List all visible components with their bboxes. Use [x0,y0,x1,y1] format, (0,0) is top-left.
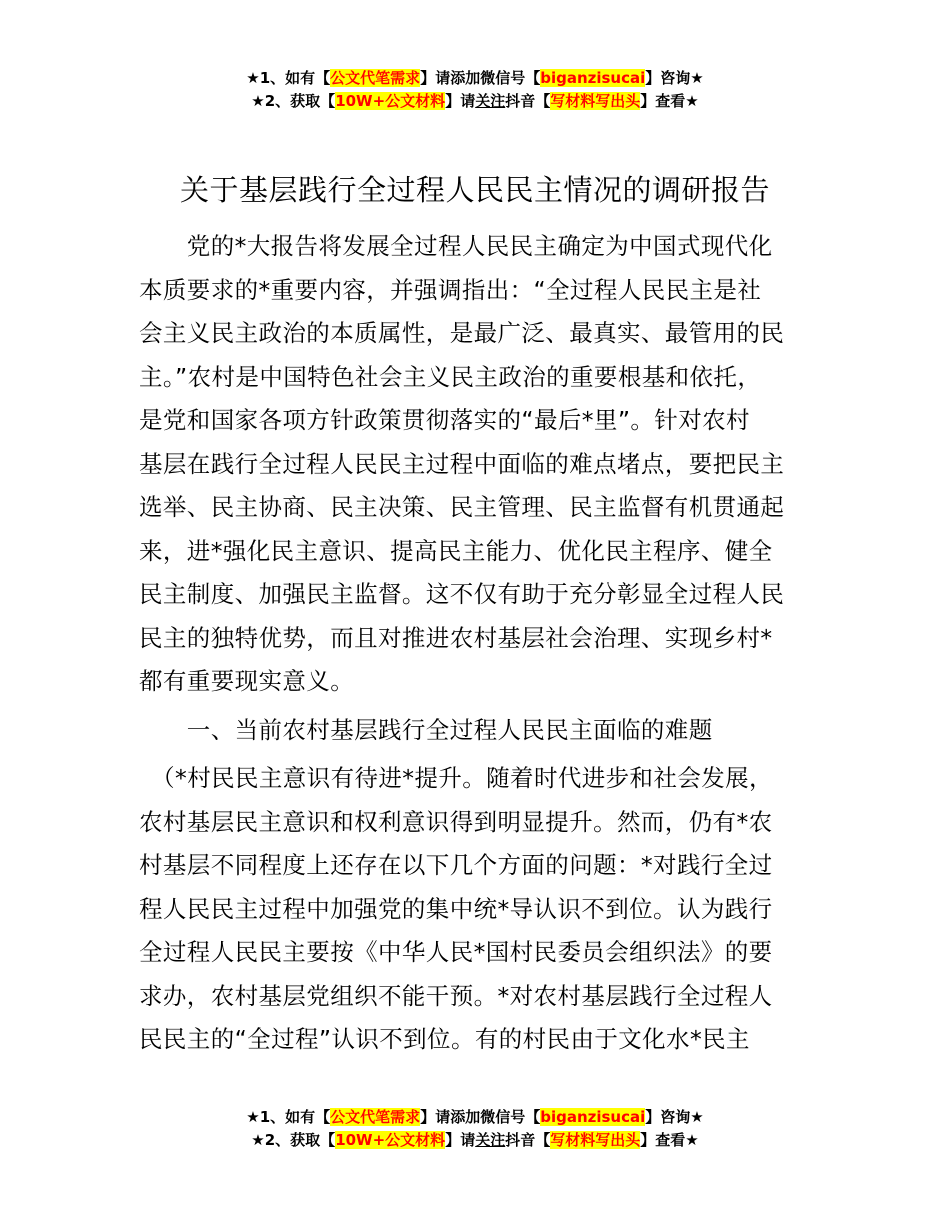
promo-banner-bottom [0,1106,950,1152]
promo-highlight-douyin: 写材料写出头 [550,92,641,110]
text-line: 都有重要现实意义。 [139,667,355,695]
promo-underlined-text: 关注 [475,92,506,110]
promo-text: 】请 [445,92,476,110]
promo-line-2 [0,90,950,113]
promo-text: 】请添加微信号【 [420,69,541,87]
promo-text: 】请 [445,1131,476,1149]
promo-text: ★2、获取【 [251,1131,336,1149]
promo-text: 】咨询★ [645,1108,704,1126]
promo-highlight: 公文代笔需求 [330,1108,421,1126]
section-heading [139,709,839,753]
text-line: （*村民民主意识有待进*提升。随着时代进步和社会发展， [139,764,773,792]
promo-text: 抖音【 [505,1131,551,1149]
promo-highlight: 10W+公文材料 [335,1131,446,1149]
promo-highlight: 公文代笔需求 [330,69,421,87]
promo-text: ★1、如有【 [246,1108,331,1126]
text-line: 基层在践行全过程人民民主过程中面临的难点堵点，要把民主 [139,449,785,478]
promo-line-1 [0,67,950,90]
text-line: 程人民民主过程中加强党的集中统*导认识不到位。认为践行 [139,894,773,923]
promo-highlight: 10W+公文材料 [335,92,446,110]
text-line: 全过程人民民主要按《中华人民*国村民委员会组织法》的要 [139,938,773,966]
text-line: 民主制度、加强民主监督。这不仅有助于充分彰显全过程人民 [139,580,785,608]
text-line: 民主的独特优势，而且对推进农村基层社会治理、实现乡村* [139,623,773,652]
promo-text: 抖音【 [505,92,551,110]
text-line: 村基层不同程度上还存在以下几个方面的问题：*对践行全过 [139,851,773,879]
document-body [139,225,839,1062]
paragraph [139,757,839,1062]
text-line: 求办，农村基层党组织不能干预。*对农村基层践行全过程人 [139,981,773,1010]
text-line: 选举、民主协商、民主决策、民主管理、民主监督有机贯通起 [139,493,785,521]
promo-line-1 [0,1106,950,1129]
promo-text: 】请添加微信号【 [420,1108,541,1126]
document-title: 关于基层践行全过程人民民主情况的调研报告 [179,173,770,207]
text-line: 会主义民主政治的本质属性，是最广泛、最真实、最管用的民 [139,319,785,347]
promo-underlined-text: 关注 [475,1131,506,1149]
promo-text: 】查看★ [640,1131,699,1149]
paragraph [139,225,839,704]
promo-highlight-wechat-id: biganzisucai [540,69,646,87]
text-line: 一、当前农村基层践行全过程人民民主面临的难题 [139,715,713,744]
promo-line-2 [0,1129,950,1152]
promo-text: 】查看★ [640,92,699,110]
promo-highlight-douyin: 写材料写出头 [550,1131,641,1149]
text-line: 党的*大报告将发展全过程人民民主确定为中国式现代化 [139,232,773,260]
promo-text: 】咨询★ [645,69,704,87]
promo-highlight-wechat-id: biganzisucai [540,1108,646,1126]
text-line: 民民主的“全过程”认识不到位。有的村民由于文化水*民主 [139,1025,750,1053]
promo-text: ★2、获取【 [251,92,336,110]
text-line: 本质要求的*重要内容，并强调指出：“全过程人民民主是社 [139,275,762,304]
text-line: 主。”农村是中国特色社会主义民主政治的重要根基和依托， [139,362,762,391]
promo-text: ★1、如有【 [246,69,331,87]
promo-banner-top [0,67,950,113]
text-line: 农村基层民主意识和权利意识得到明显提升。然而，仍有*农 [139,807,773,836]
text-line: 来，进*强化民主意识、提高民主能力、优化民主程序、健全 [139,536,773,565]
text-line: 是党和国家各项方针政策贯彻落实的“最后*里”。针对农村 [139,406,750,434]
